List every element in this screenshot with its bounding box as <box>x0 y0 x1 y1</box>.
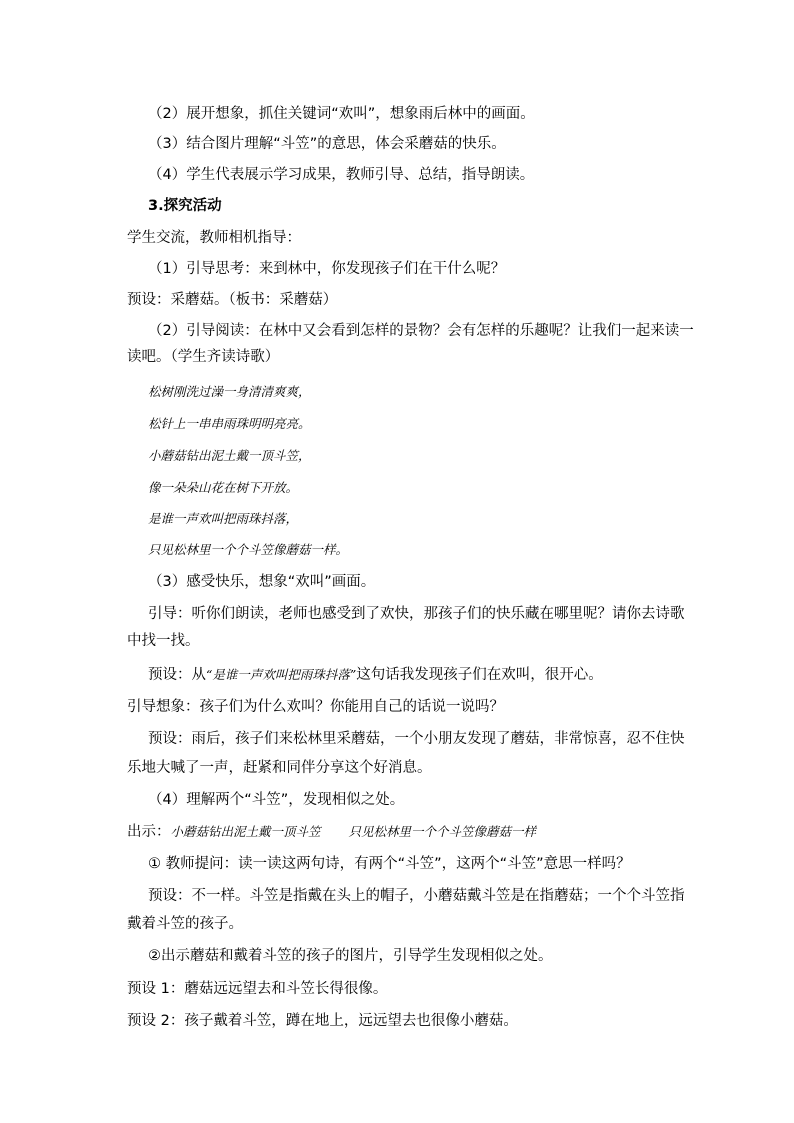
text-line: 读吧。（学生齐读诗歌） <box>127 349 280 365</box>
text-line: ②出示蘑菇和戴着斗笠的孩子的图片，引导学生发现相似之处。 <box>148 948 553 964</box>
text-line: 预设：雨后，孩子们来松林里采蘑菇，一个小朋友发现了蘑菇，非常惊喜，忍不住快 <box>148 731 685 747</box>
text-line: ① 教师提问：读一读这两句诗，有两个“斗笠”，这两个“斗笠”意思一样吗？ <box>148 856 631 872</box>
text-line: （1）引导思考：来到林中，你发现孩子们在干什么呢？ <box>148 261 506 277</box>
text-line: （4）理解两个“斗笠”，发现相似之处。 <box>148 792 405 808</box>
text-line: （4）学生代表展示学习成果，教师引导、总结，指导朗读。 <box>148 167 535 183</box>
poem-line: 只见松林里一个个斗笠像蘑菇一样。 <box>148 542 349 557</box>
text-span: 出示： <box>127 824 171 840</box>
text-line: 预设：采蘑菇。（板书：采蘑菇） <box>127 292 338 308</box>
text-line <box>127 822 536 842</box>
text-line: 引导：听你们朗读，老师也感受到了欢快，那孩子们的快乐藏在哪里呢？请你去诗歌 <box>148 606 685 622</box>
poem-line: 松针上一串串雨珠明明亮亮。 <box>148 416 311 431</box>
poem-line: 像一朵朵山花在树下开放。 <box>148 480 299 495</box>
text-line: 戴着斗笠的孩子。 <box>127 916 243 932</box>
text-span: 预设：从 <box>148 667 206 683</box>
text-line: （3）感受快乐，想象“欢叫”画面。 <box>148 574 376 590</box>
quoted-poem-span: 只见松林里一个个斗笠像蘑菇一样 <box>348 824 537 839</box>
poem-line: 松树刚洗过澡一身清清爽爽， <box>148 384 311 399</box>
text-line: 预设 2：孩子戴着斗笠，蹲在地上，远远望去也很像小蘑菇。 <box>127 1013 518 1029</box>
text-line: 学生交流，教师相机指导： <box>127 230 301 246</box>
quoted-poem-span: “是谁一声欢叫把雨珠抖落” <box>206 667 357 682</box>
quoted-poem-span: 小蘑菇钻出泥土戴一顶斗笠 <box>170 824 321 839</box>
text-line: 预设 1：蘑菇远远望去和斗笠长得很像。 <box>127 981 388 997</box>
text-line: （2）引导阅读：在林中又会看到怎样的景物？会有怎样的乐趣呢？让我们一起来读一 <box>148 323 694 339</box>
poem-line: 小蘑菇钻出泥土戴一顶斗笠， <box>148 448 311 463</box>
text-line: （3）结合图片理解“斗笠”的意思，体会采蘑菇的快乐。 <box>148 136 506 152</box>
text-line: （2）展开想象，抓住关键词“欢叫”，想象雨后林中的画面。 <box>148 106 535 122</box>
text-line: 中找一找。 <box>127 633 200 649</box>
poem-line: 是谁一声欢叫把雨珠抖落， <box>148 511 299 526</box>
section-heading: 3.探究活动 <box>148 198 222 214</box>
text-line: 预设：不一样。斗笠是指戴在头上的帽子，小蘑菇戴斗笠是在指蘑菇；一个个斗笠指 <box>148 888 685 904</box>
text-span: 这句话我发现孩子们在欢叫，很开心。 <box>356 667 603 683</box>
text-line <box>148 665 603 685</box>
text-line: 引导想象：孩子们为什么欢叫？你能用自己的话说一说吗？ <box>127 699 504 715</box>
text-line: 乐地大喊了一声，赶紧和同伴分享这个好消息。 <box>127 760 432 776</box>
